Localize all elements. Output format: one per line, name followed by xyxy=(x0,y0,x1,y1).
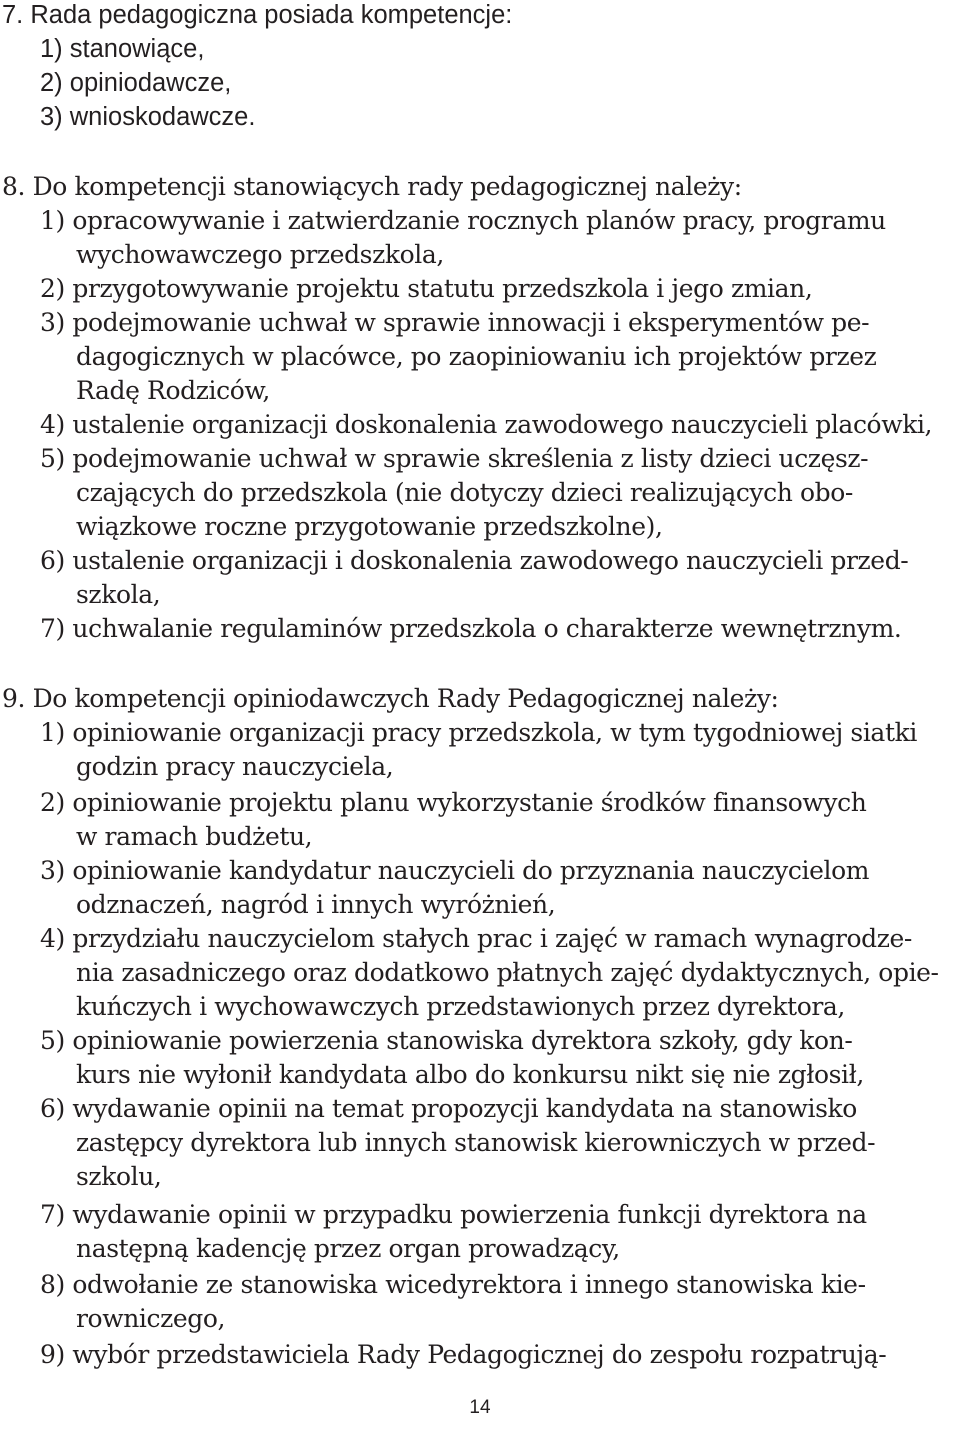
section-9-line: kurs nie wyłonił kandydata albo do konkursu nikt się nie zgłosił, xyxy=(76,1060,864,1089)
section-8-line: 2) przygotowywanie projektu statutu przedszkola i jego zmian, xyxy=(40,274,813,303)
section-8-line: 4) ustalenie organizacji doskonalenia zawodowego nauczycieli placówki, xyxy=(40,410,933,439)
section-9-line: 4) przydziału nauczycielom stałych prac i zajęć w ramach wynagrodze- xyxy=(40,924,912,953)
section-7-item: 1) stanowiące, xyxy=(40,35,205,63)
section-8-line: 6) ustalenie organizacji i doskonalenia zawodowego nauczycieli przed- xyxy=(40,546,909,575)
page-number: 14 xyxy=(469,1397,491,1418)
section-8-line: Radę Rodziców, xyxy=(76,376,270,405)
section-9-line: 2) opiniowanie projektu planu wykorzystanie środków finansowych xyxy=(40,788,867,817)
section-7-item: 2) opiniodawcze, xyxy=(40,69,232,97)
section-8-line: wychowawczego przedszkola, xyxy=(76,240,444,269)
section-8-line: 5) podejmowanie uchwał w sprawie skreślenia z listy dzieci uczęsz- xyxy=(40,444,869,473)
section-9-line: 1) opiniowanie organizacji pracy przedszkola, w tym tygodniowej siatki xyxy=(40,718,917,747)
section-9-line: 3) opiniowanie kandydatur nauczycieli do przyznania nauczycielom xyxy=(40,856,870,885)
section-9-line: godzin pracy nauczyciela, xyxy=(76,752,394,781)
section-9-line: zastępcy dyrektora lub innych stanowisk kierowniczych w przed- xyxy=(76,1128,876,1157)
section-9-line: kuńczych i wychowawczych przedstawionych przez dyrektora, xyxy=(76,992,845,1021)
section-8-line: wiązkowe roczne przygotowanie przedszkolne), xyxy=(76,512,663,541)
section-9-line: 7) wydawanie opinii w przypadku powierzenia funkcji dyrektora na xyxy=(40,1200,867,1229)
section-9-line: szkolu, xyxy=(76,1162,162,1191)
section-7-heading: 7. Rada pedagogiczna posiada kompetencje: xyxy=(2,1,513,29)
section-9-line: 9) wybór przedstawiciela Rady Pedagogicznej do zespołu rozpatrują- xyxy=(40,1340,887,1369)
section-8-heading: 8. Do kompetencji stanowiących rady pedagogicznej należy: xyxy=(2,172,742,201)
section-8-line: dagogicznych w placówce, po zaopiniowaniu ich projektów przez xyxy=(76,342,877,371)
section-9-line: 8) odwołanie ze stanowiska wicedyrektora i innego stanowiska kie- xyxy=(40,1270,866,1299)
section-8-line: 1) opracowywanie i zatwierdzanie rocznych planów pracy, programu xyxy=(40,206,886,235)
section-9-heading: 9. Do kompetencji opiniodawczych Rady Pedagogicznej należy: xyxy=(2,684,779,713)
section-8-line: 3) podejmowanie uchwał w sprawie innowacji i eksperymentów pe- xyxy=(40,308,870,337)
section-9-line: 6) wydawanie opinii na temat propozycji kandydata na stanowisko xyxy=(40,1094,857,1123)
section-9-line: w ramach budżetu, xyxy=(76,822,313,851)
section-9-line: nia zasadniczego oraz dodatkowo płatnych zajęć dydaktycznych, opie- xyxy=(76,958,939,987)
section-9-line: rowniczego, xyxy=(76,1304,226,1333)
section-8-line: 7) uchwalanie regulaminów przedszkola o charakterze wewnętrznym. xyxy=(40,614,902,643)
section-9-line: odznaczeń, nagród i innych wyróżnień, xyxy=(76,890,556,919)
section-9-line: następną kadencję przez organ prowadzący, xyxy=(76,1234,620,1263)
section-8-line: szkola, xyxy=(76,580,161,609)
section-7-item: 3) wnioskodawcze. xyxy=(40,103,256,131)
section-9-line: 5) opiniowanie powierzenia stanowiska dyrektora szkoły, gdy kon- xyxy=(40,1026,853,1055)
section-8-line: czających do przedszkola (nie dotyczy dzieci realizujących obo- xyxy=(76,478,853,507)
